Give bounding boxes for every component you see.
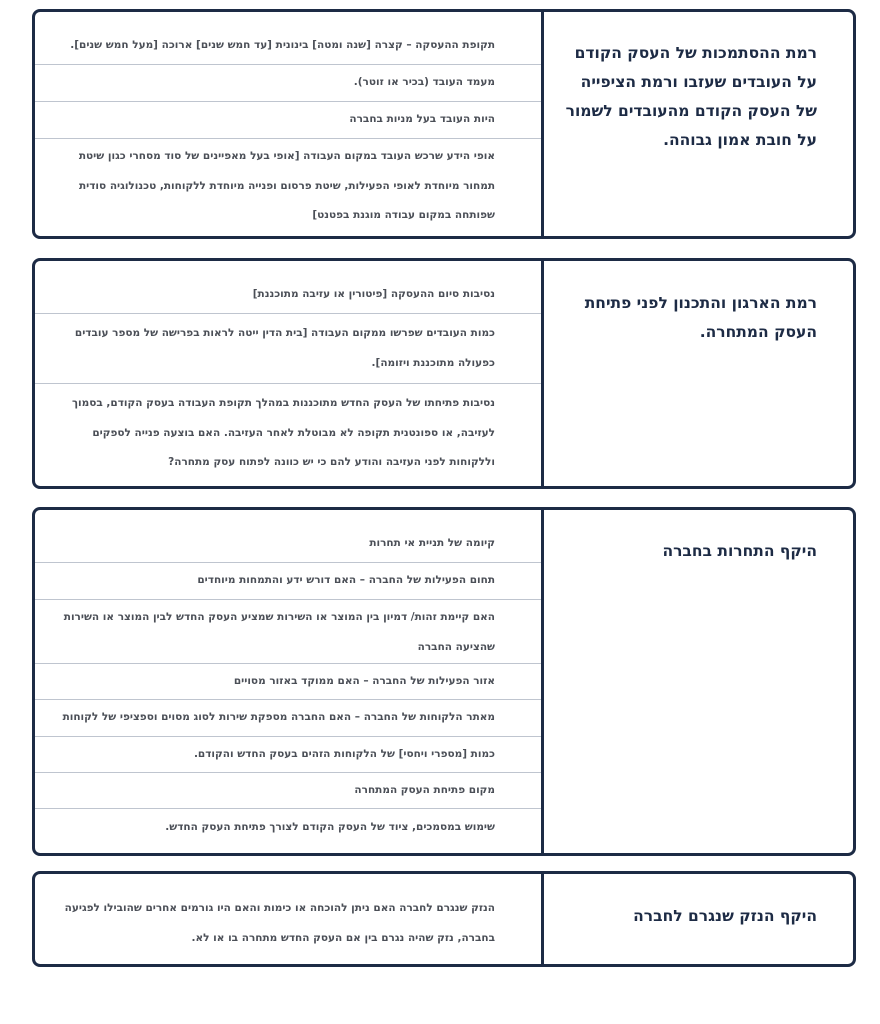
criteria-card-damage — [32, 871, 856, 967]
card-title: היקף התחרות בחברה — [541, 510, 853, 853]
list-item-text: היות העובד בעל מניות בחברה — [349, 113, 495, 126]
list-item-text: אזור הפעילות של החברה – האם ממוקד באזור מסויים — [233, 674, 495, 687]
list-item — [35, 773, 541, 809]
card-items — [35, 874, 541, 964]
list-item-text: כמות [מספרי ויחסי] של הלקוחות הזהים בעסק החדש והקודם. — [193, 747, 495, 760]
list-item-text: האם קיימת זהות/ דמיון בין המוצר או השירות שמציע העסק החדש לבין המוצר או השירות שהציעה החברה — [63, 611, 495, 653]
card-items — [35, 510, 541, 853]
list-item-text: כמות העובדים שפרשו ממקום העבודה [בית הדין ייטה לראות בפרישה של מספר עובדים כפעולה מתוכננת ויזומה]. — [74, 327, 495, 369]
list-item-text: אופי הידע שרכש העובד במקום העבודה [אופי בעל מאפיינים של סוד מסחרי כגון שיטת תמחור מיוחדת לאופי הפעילות, שיטת פרסום ופנייה מיוחדת ללקוחות, טכנולוגיה סודית שפותחה במקום עבודה מוגנת בפטנט] — [78, 150, 495, 221]
list-item-text: תחום הפעילות של החברה – האם דורש ידע והתמחות מיוחדים — [197, 574, 495, 587]
list-item-text: מאתר הלקוחות של החברה – האם החברה מספקת שירות לסוג מסוים וספציפי של לקוחות — [62, 711, 495, 724]
list-item-text: תקופת ההעסקה – קצרה [שנה ומטה] בינונית [עד חמש שנים] ארוכה [מעל חמש שנים]. — [70, 39, 495, 51]
card-items — [35, 261, 541, 486]
list-item — [35, 102, 541, 139]
list-item-text: נסיבות פתיחתו של העסק החדש מתוכננות במהלך תקופת העבודה בעסק הקודם, בסמוך לעזיבה, או ספונטנית תקופה לא מבוטלת לאחר העזיבה. האם בוצעה פנייה לספקים וללקוחות לפני העזיבה והודע להם כי יש כוונה לפתוח עסק מתחרה? — [71, 397, 495, 468]
list-item-text: קיומה של תניית אי תחרות — [369, 537, 495, 549]
list-item-text: נסיבות סיום ההעסקה [פיטורין או עזיבה מתוכננת] — [252, 288, 495, 300]
list-item — [35, 261, 541, 314]
list-item-text: שימוש במסמכים, ציוד של העסק הקודם לצורך פתיחת העסק החדש. — [165, 821, 495, 833]
list-item — [35, 314, 541, 384]
list-item-text: מעמד העובד (בכיר או זוטר). — [353, 76, 495, 89]
list-item — [35, 600, 541, 664]
list-item — [35, 139, 541, 236]
card-items — [35, 12, 541, 236]
list-item — [35, 664, 541, 700]
list-item — [35, 384, 541, 486]
list-item-text: הנזק שנגרם לחברה האם ניתן להוכחה או כימות והאם היו גורמים אחרים שהובילו לפגיעה בחברה, נזק שהיה נגרם בין אם העסק החדש מתחרה בו או לא. — [64, 902, 495, 944]
list-item — [35, 874, 541, 964]
criteria-card-competition — [32, 507, 856, 856]
list-item — [35, 700, 541, 737]
list-item — [35, 12, 541, 65]
list-item — [35, 809, 541, 853]
list-item — [35, 510, 541, 563]
card-title: רמת ההסתמכות של העסק הקודם על העובדים שעזבו ורמת הציפייה של העסק הקודם מהעובדים לשמור על חובת אמון גבוהה. — [541, 12, 853, 236]
card-title: היקף הנזק שנגרם לחברה — [541, 874, 853, 964]
criteria-card-planning — [32, 258, 856, 489]
list-item — [35, 65, 541, 102]
list-item-text: מקום פתיחת העסק המתחרה — [354, 783, 495, 796]
card-title: רמת הארגון והתכנון לפני פתיחת העסק המתחרה. — [541, 261, 853, 486]
list-item — [35, 563, 541, 600]
list-item — [35, 737, 541, 773]
criteria-card-reliance — [32, 9, 856, 239]
